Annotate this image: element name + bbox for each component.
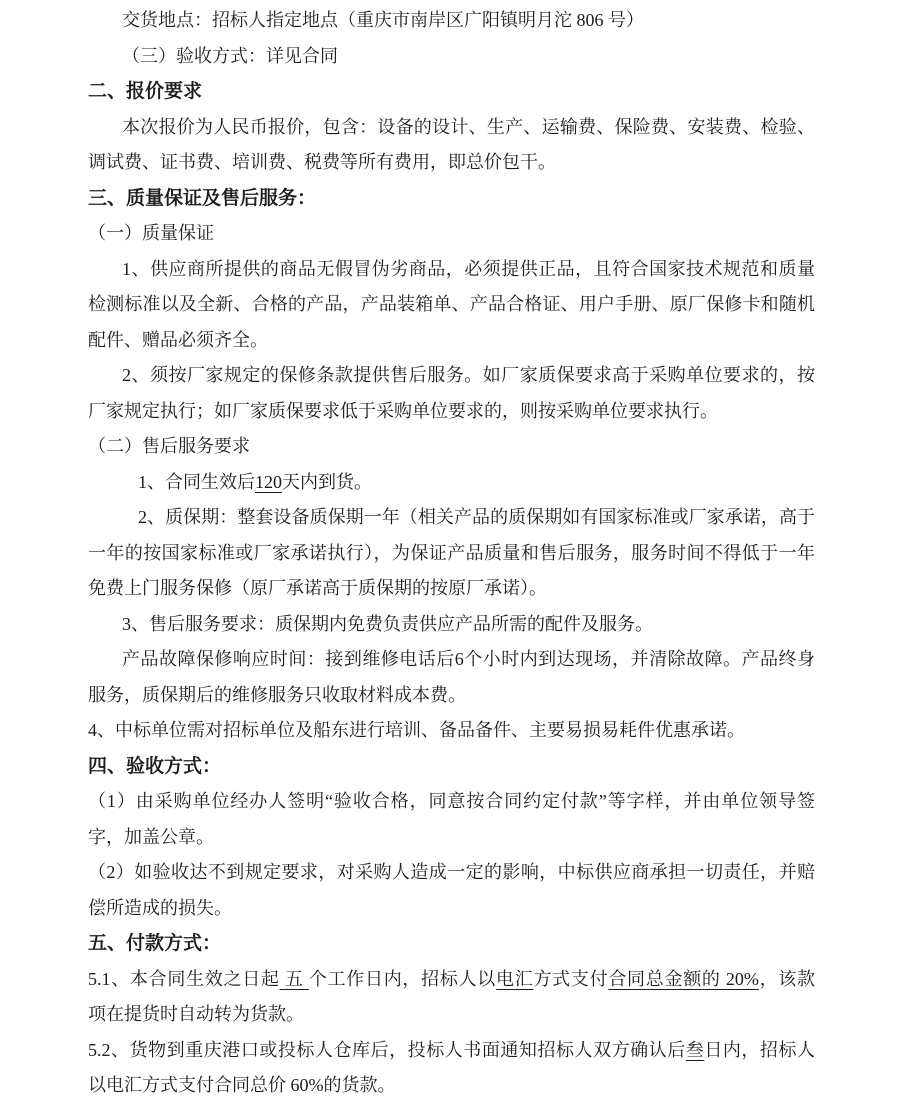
text-segment: 方式支付 xyxy=(533,968,609,989)
document-line xyxy=(88,571,815,607)
underlined-text: 电汇 xyxy=(496,968,534,989)
underlined-text: 120 xyxy=(255,471,282,492)
text-segment: （三）验收方式：详见合同 xyxy=(122,45,338,66)
text-segment: 免费上门服务保修（原厂承诺高于质保期的按原厂承诺）。 xyxy=(88,578,547,598)
text-segment: 2、质保期：整套设备质保期一年（相关产品的质保期如有国家标准或厂家承诺，高于 xyxy=(138,507,815,527)
document-body xyxy=(88,3,815,1104)
document-line xyxy=(88,216,815,252)
text-segment: 检测标准以及全新、合格的产品，产品装箱单、产品合格证、用户手册、原厂保修卡和随机 xyxy=(88,294,815,314)
document-line xyxy=(88,607,815,643)
section-heading xyxy=(88,74,815,110)
text-segment: 偿所造成的损失。 xyxy=(88,897,232,918)
document-line xyxy=(88,323,815,359)
document-line xyxy=(88,110,815,146)
text-segment: 四、验收方式： xyxy=(88,755,222,777)
document-line xyxy=(88,287,815,323)
underlined-text: 五 xyxy=(279,968,309,989)
text-segment: 天内到货。 xyxy=(282,471,372,492)
text-segment: 以电汇方式支付合同总价 60%的货款。 xyxy=(88,1075,396,1095)
text-segment: 1、合同生效后 xyxy=(138,471,255,492)
text-segment: 项在提货时自动转为货款。 xyxy=(88,1004,304,1024)
text-segment: 产品故障保修响应时间：接到维修电话后6个小时内到达现场，并清除故障。产品终身 xyxy=(122,649,815,669)
text-segment: ，该款 xyxy=(758,968,816,989)
text-segment: 配件、赠品必须齐全。 xyxy=(88,329,268,350)
text-segment: （二）售后服务要求 xyxy=(88,436,250,456)
document-line xyxy=(88,145,815,181)
document-line xyxy=(88,1033,815,1069)
document-line xyxy=(88,500,815,536)
text-segment: 1、供应商所提供的商品无假冒伪劣商品，必须提供正品，且符合国家技术规范和质量 xyxy=(122,258,815,279)
section-heading xyxy=(88,181,815,217)
section-heading xyxy=(88,749,815,785)
document-line xyxy=(88,891,815,927)
underlined-text: 合同总金额的 20% xyxy=(608,968,759,989)
text-segment: 五、付款方式： xyxy=(88,933,222,954)
text-segment: 调试费、证书费、培训费、税费等所有费用，即总价包干。 xyxy=(88,152,556,172)
text-segment: 三、质量保证及售后服务： xyxy=(88,187,317,209)
text-segment: 3、售后服务要求：质保期内免费负责供应产品所需的配件及服务。 xyxy=(122,613,653,634)
document-line xyxy=(88,784,815,820)
text-segment: 本次报价为人民币报价，包含：设备的设计、生产、运输费、保险费、安装费、检验、 xyxy=(122,116,815,137)
document-line xyxy=(88,394,815,430)
text-segment: 5.1、本合同生效之日起 xyxy=(88,968,280,989)
document-line xyxy=(88,1068,815,1104)
document-line xyxy=(88,820,815,856)
document-line xyxy=(88,252,815,288)
document-line xyxy=(88,642,815,678)
document-line xyxy=(88,358,815,394)
text-segment: 二、报价要求 xyxy=(88,81,203,102)
document-line xyxy=(88,429,815,465)
document-line xyxy=(88,3,815,39)
document-line xyxy=(88,678,815,714)
text-segment: 一年的按国家标准或厂家承诺执行），为保证产品质量和售后服务，服务时间不得低于一年 xyxy=(88,542,815,563)
text-segment: 厂家规定执行；如厂家质保要求低于采购单位要求的，则按采购单位要求执行。 xyxy=(88,400,718,421)
text-segment: 服务，质保期后的维修服务只收取材料成本费。 xyxy=(88,684,466,705)
text-segment: （2）如验收达不到规定要求，对采购人造成一定的影响，中标供应商承担一切责任，并赔 xyxy=(88,862,815,882)
document-line xyxy=(88,855,815,891)
text-segment: 4、中标单位需对招标单位及船东进行培训、备品备件、主要易损易耗件优惠承诺。 xyxy=(88,720,745,740)
text-segment: 个工作日内，招标人以 xyxy=(308,968,497,989)
document-line xyxy=(88,536,815,572)
text-segment: 字，加盖公章。 xyxy=(88,826,214,847)
document-line xyxy=(88,997,815,1033)
document-line xyxy=(88,39,815,75)
text-segment: 日内，招标人 xyxy=(704,1039,816,1060)
document-line xyxy=(88,713,815,749)
document-line xyxy=(88,465,815,501)
text-segment: 交货地点：招标人指定地点（重庆市南岸区广阳镇明月沱 806 号） xyxy=(122,10,644,30)
underlined-text: 叁 xyxy=(685,1039,705,1060)
text-segment: （一）质量保证 xyxy=(88,223,214,243)
text-segment: 2、须按厂家规定的保修条款提供售后服务。如厂家质保要求高于采购单位要求的，按 xyxy=(122,365,815,385)
document-line xyxy=(88,962,815,998)
text-segment: （1）由采购单位经办人签明“验收合格，同意按合同约定付款”等字样，并由单位领导签 xyxy=(88,791,815,811)
section-heading xyxy=(88,926,815,962)
text-segment: 5.2、货物到重庆港口或投标人仓库后，投标人书面通知招标人双方确认后 xyxy=(88,1039,686,1060)
